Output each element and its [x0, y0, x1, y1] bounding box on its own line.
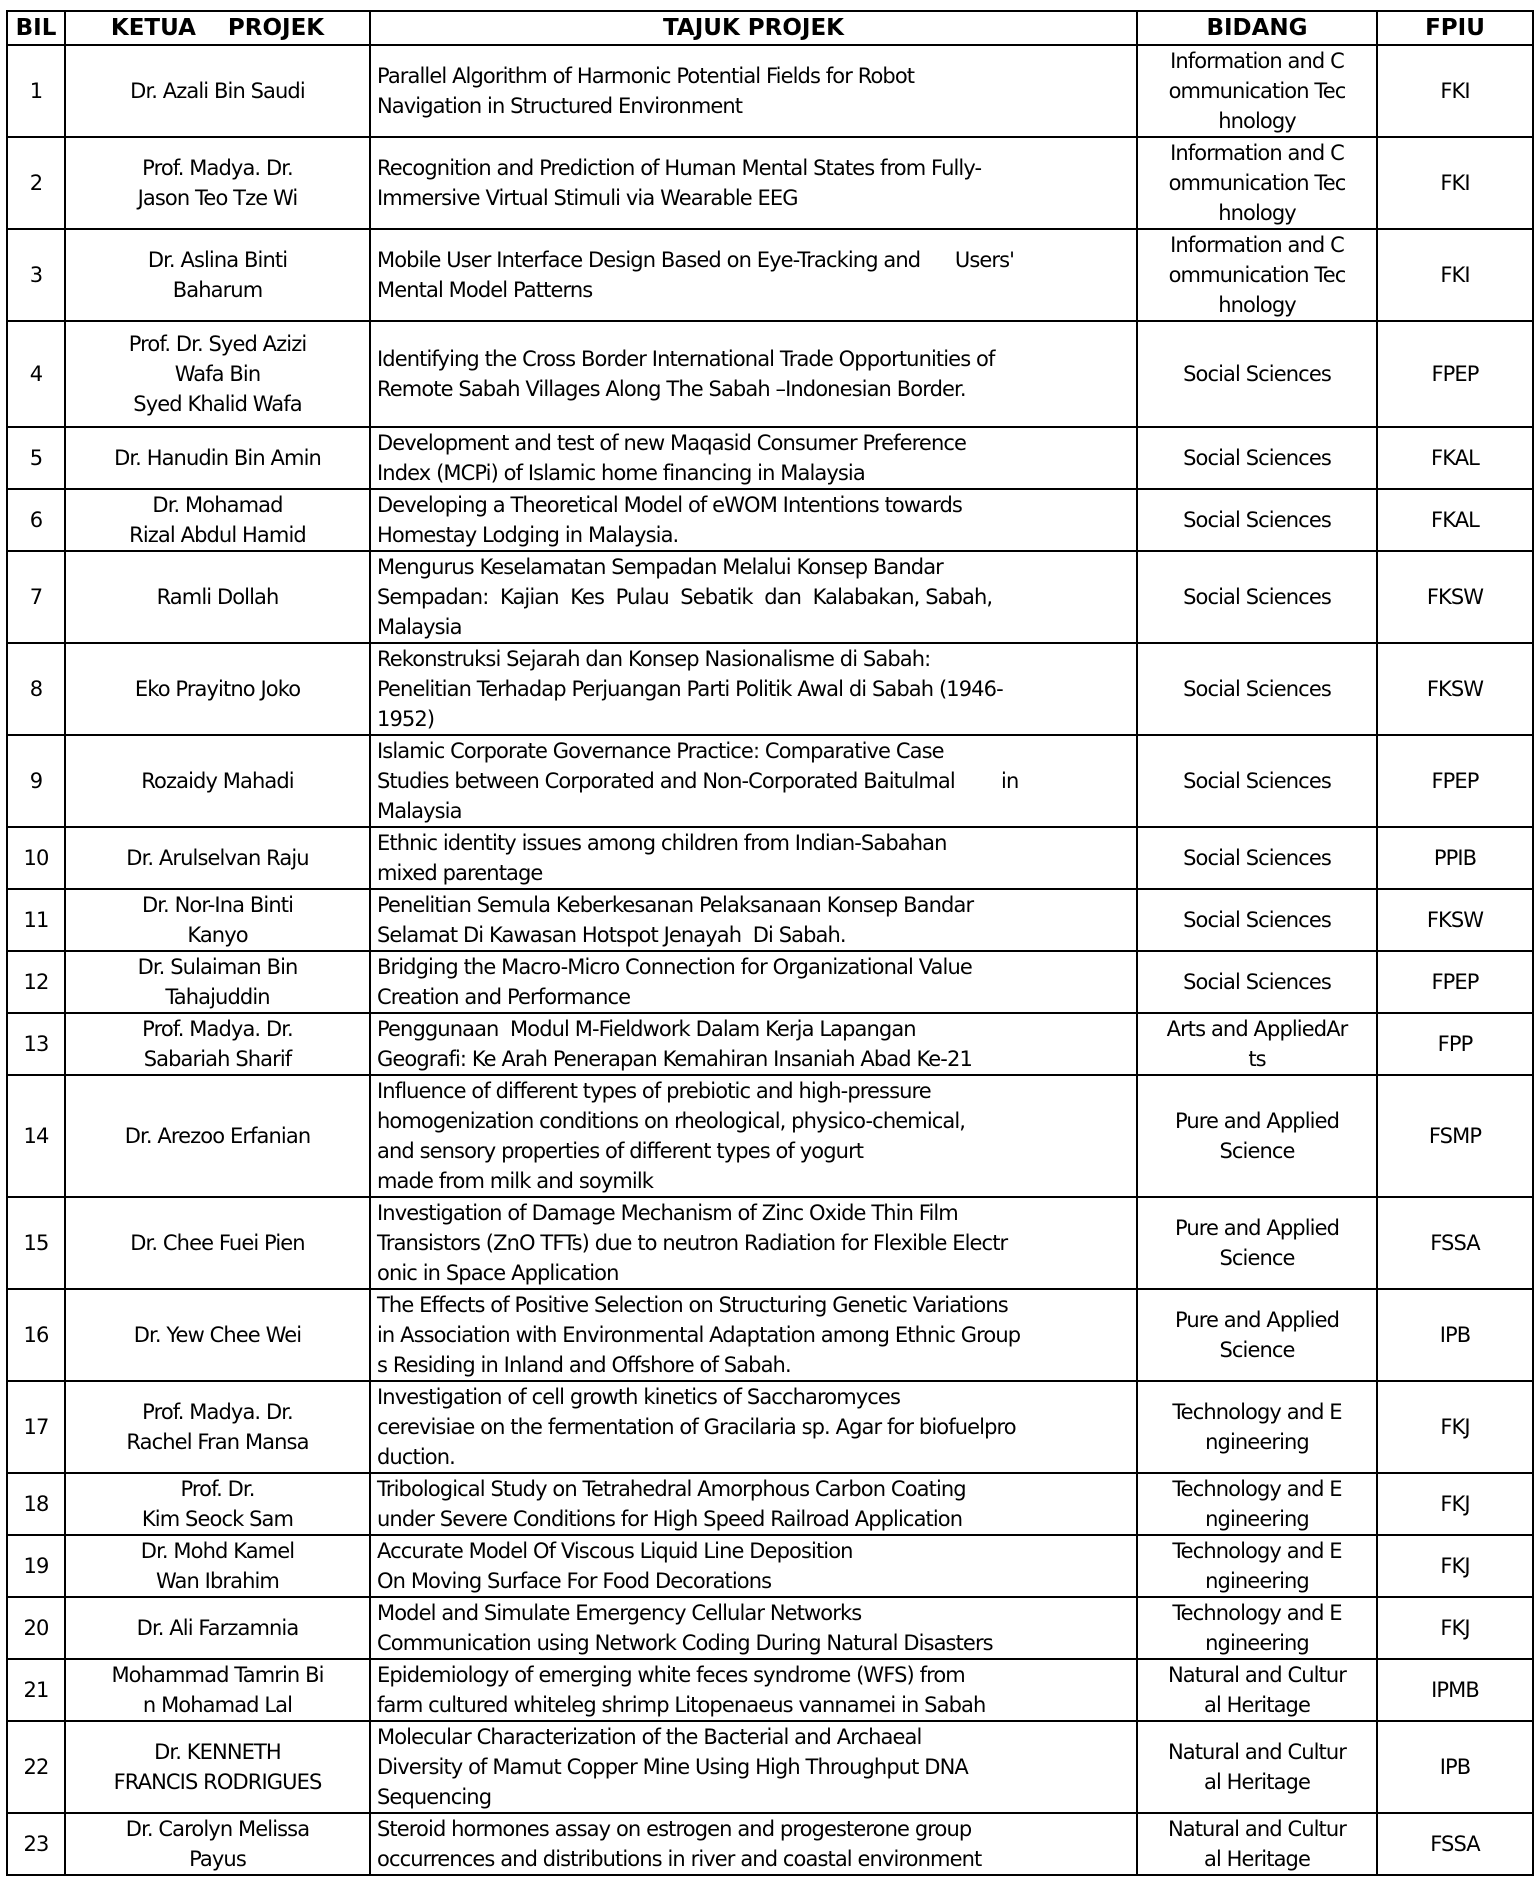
tajuk-line: s Residing in Inland and Offshore of Sabah.: [377, 1353, 791, 1377]
cell-bidang: [1137, 1721, 1377, 1813]
bidang-line: Social Sciences: [1183, 446, 1331, 470]
table-body: [7, 45, 1533, 1875]
bidang-line: Science: [1219, 1139, 1295, 1163]
cell-ketua-projek: [65, 551, 370, 643]
cell-tajuk-projek: [370, 643, 1137, 735]
cell-bil: 12: [7, 951, 65, 1013]
cell-ketua-projek: [65, 1473, 370, 1535]
cell-fpiu: IPB: [1377, 1289, 1533, 1381]
tajuk-line: Navigation in Structured Environment: [377, 94, 743, 118]
cell-fpiu: PPIB: [1377, 827, 1533, 889]
cell-bil: 1: [7, 45, 65, 137]
table-row: [7, 889, 1533, 951]
tajuk-line: farm cultured whiteleg shrimp Litopenaeus vannamei in Sabah: [377, 1693, 986, 1717]
cell-bidang: [1137, 321, 1377, 427]
bidang-line: ommunication Tec: [1168, 79, 1346, 103]
cell-bidang: [1137, 1197, 1377, 1289]
bidang-line: ngineering: [1205, 1507, 1309, 1531]
ketua-line: Dr. Arulselvan Raju: [126, 846, 309, 870]
header-ketua-projek-label: KETUA PROJEK: [110, 15, 325, 41]
tajuk-line: Accurate Model Of Viscous Liquid Line Deposition: [377, 1539, 853, 1563]
ketua-line: Jason Teo Tze Wi: [137, 186, 298, 210]
ketua-line: Prof. Dr.: [180, 1477, 255, 1501]
ketua-line: Prof. Madya. Dr.: [142, 156, 293, 180]
cell-tajuk-projek: [370, 1075, 1137, 1197]
table-row: [7, 321, 1533, 427]
ketua-line: Prof. Dr. Syed Azizi: [128, 332, 307, 356]
cell-bil: 2: [7, 137, 65, 229]
tajuk-line: cerevisiae on the fermentation of Gracilaria sp. Agar for biofuelpro: [377, 1415, 1016, 1439]
tajuk-line: Remote Sabah Villages Along The Sabah –Indonesian Border.: [377, 377, 966, 401]
table-row: [7, 229, 1533, 321]
cell-bidang: [1137, 1597, 1377, 1659]
cell-tajuk-projek: [370, 229, 1137, 321]
cell-bidang: [1137, 229, 1377, 321]
cell-ketua-projek: [65, 489, 370, 551]
cell-ketua-projek: [65, 1535, 370, 1597]
ketua-line: Ramli Dollah: [156, 585, 279, 609]
bidang-line: ommunication Tec: [1168, 263, 1346, 287]
cell-bidang: [1137, 889, 1377, 951]
cell-bil: 23: [7, 1813, 65, 1875]
cell-ketua-projek: [65, 45, 370, 137]
cell-ketua-projek: [65, 643, 370, 735]
tajuk-line: Sequencing: [377, 1785, 492, 1809]
ketua-line: Dr. Aslina Binti: [147, 248, 288, 272]
bidang-line: Pure and Applied: [1174, 1308, 1340, 1332]
table-row: [7, 1197, 1533, 1289]
cell-tajuk-projek: [370, 1013, 1137, 1075]
cell-ketua-projek: [65, 229, 370, 321]
cell-bidang: [1137, 1381, 1377, 1473]
ketua-line: Payus: [189, 1847, 246, 1871]
bidang-line: Natural and Cultur: [1167, 1663, 1347, 1687]
cell-tajuk-projek: [370, 137, 1137, 229]
cell-bidang: [1137, 489, 1377, 551]
tajuk-line: Islamic Corporate Governance Practice: Comparative Case: [377, 739, 944, 763]
bidang-line: hnology: [1218, 109, 1296, 133]
header-ketua-projek: [65, 11, 370, 45]
tajuk-line: 1952): [377, 707, 435, 731]
cell-bidang: [1137, 1013, 1377, 1075]
cell-tajuk-projek: [370, 1597, 1137, 1659]
cell-ketua-projek: [65, 1659, 370, 1721]
ketua-line: Dr. Chee Fuei Pien: [130, 1231, 305, 1255]
tajuk-line: Geografi: Ke Arah Penerapan Kemahiran Insaniah Abad Ke-21: [377, 1047, 972, 1071]
tajuk-line: Rekonstruksi Sejarah dan Konsep Nasionalisme di Sabah:: [377, 647, 931, 671]
tajuk-line: The Effects of Positive Selection on Structuring Genetic Variations: [377, 1293, 1008, 1317]
cell-bil: 10: [7, 827, 65, 889]
bidang-line: Social Sciences: [1183, 970, 1331, 994]
tajuk-line: under Severe Conditions for High Speed Railroad Application: [377, 1507, 963, 1531]
cell-ketua-projek: [65, 1075, 370, 1197]
cell-fpiu: FKI: [1377, 229, 1533, 321]
cell-tajuk-projek: [370, 735, 1137, 827]
cell-bil: 3: [7, 229, 65, 321]
tajuk-line: duction.: [377, 1445, 455, 1469]
tajuk-line: Transistors (ZnO TFTs) due to neutron Radiation for Flexible Electr: [377, 1231, 1008, 1255]
tajuk-line: Influence of different types of prebiotic and high-pressure: [377, 1079, 931, 1103]
cell-fpiu: FKSW: [1377, 643, 1533, 735]
tajuk-line: occurrences and distributions in river and coastal environment: [377, 1847, 982, 1871]
ketua-line: Rozaidy Mahadi: [141, 769, 294, 793]
bidang-line: Technology and E: [1172, 1477, 1342, 1501]
tajuk-line: Developing a Theoretical Model of eWOM Intentions towards: [377, 493, 962, 517]
cell-fpiu: IPMB: [1377, 1659, 1533, 1721]
cell-bidang: [1137, 1659, 1377, 1721]
ketua-line: n Mohamad Lal: [142, 1693, 293, 1717]
cell-fpiu: FKSW: [1377, 551, 1533, 643]
tajuk-line: Selamat Di Kawasan Hotspot Jenayah Di Sabah.: [377, 923, 846, 947]
tajuk-line: Model and Simulate Emergency Cellular Networks: [377, 1601, 862, 1625]
ketua-line: Dr. Ali Farzamnia: [136, 1616, 299, 1640]
cell-ketua-projek: [65, 827, 370, 889]
cell-bidang: [1137, 1813, 1377, 1875]
cell-bil: 15: [7, 1197, 65, 1289]
tajuk-line: Tribological Study on Tetrahedral Amorphous Carbon Coating: [377, 1477, 966, 1501]
ketua-line: FRANCIS RODRIGUES: [113, 1770, 322, 1794]
cell-tajuk-projek: [370, 1197, 1137, 1289]
table-row: [7, 551, 1533, 643]
cell-fpiu: FKI: [1377, 137, 1533, 229]
bidang-line: Information and C: [1170, 49, 1344, 73]
cell-bil: 5: [7, 427, 65, 489]
bidang-line: ngineering: [1205, 1569, 1309, 1593]
tajuk-line: Steroid hormones assay on estrogen and progesterone group: [377, 1817, 972, 1841]
ketua-line: Wafa Bin: [174, 362, 261, 386]
cell-tajuk-projek: [370, 1813, 1137, 1875]
cell-bidang: [1137, 951, 1377, 1013]
cell-bil: 21: [7, 1659, 65, 1721]
bidang-line: Science: [1219, 1246, 1295, 1270]
cell-tajuk-projek: [370, 889, 1137, 951]
cell-bil: 18: [7, 1473, 65, 1535]
cell-fpiu: FKJ: [1377, 1473, 1533, 1535]
tajuk-line: Identifying the Cross Border International Trade Opportunities of: [377, 347, 995, 371]
cell-tajuk-projek: [370, 951, 1137, 1013]
cell-ketua-projek: [65, 1721, 370, 1813]
cell-bidang: [1137, 1289, 1377, 1381]
tajuk-line: Sempadan: Kajian Kes Pulau Sebatik dan Kalabakan, Sabah,: [377, 585, 993, 609]
bidang-line: Social Sciences: [1183, 508, 1331, 532]
tajuk-line: Immersive Virtual Stimuli via Wearable EEG: [377, 186, 798, 210]
tajuk-line: Parallel Algorithm of Harmonic Potential Fields for Robot: [377, 64, 915, 88]
cell-tajuk-projek: [370, 551, 1137, 643]
cell-bil: 17: [7, 1381, 65, 1473]
tajuk-line: onic in Space Application: [377, 1261, 619, 1285]
cell-bidang: [1137, 827, 1377, 889]
table-header-row: [7, 11, 1533, 45]
table-row: [7, 427, 1533, 489]
table-row: [7, 1075, 1533, 1197]
ketua-line: Sabariah Sharif: [143, 1047, 292, 1071]
table-row: [7, 1013, 1533, 1075]
table-row: [7, 643, 1533, 735]
bidang-line: Arts and AppliedAr: [1166, 1017, 1348, 1041]
tajuk-line: Mental Model Patterns: [377, 278, 593, 302]
cell-ketua-projek: [65, 1381, 370, 1473]
tajuk-line: Penelitian Semula Keberkesanan Pelaksanaan Konsep Bandar: [377, 893, 974, 917]
cell-bidang: [1137, 1075, 1377, 1197]
cell-tajuk-projek: [370, 1721, 1137, 1813]
tajuk-line: mixed parentage: [377, 861, 543, 885]
cell-fpiu: FKJ: [1377, 1381, 1533, 1473]
table-row: [7, 1659, 1533, 1721]
table-row: [7, 1535, 1533, 1597]
cell-tajuk-projek: [370, 427, 1137, 489]
tajuk-line: Epidemiology of emerging white feces syndrome (WFS) from: [377, 1663, 965, 1687]
tajuk-line: Index (MCPi) of Islamic home financing in Malaysia: [377, 461, 865, 485]
ketua-line: Dr. Hanudin Bin Amin: [114, 446, 321, 470]
cell-bidang: [1137, 1473, 1377, 1535]
cell-bil: 11: [7, 889, 65, 951]
ketua-line: Tahajuddin: [165, 985, 270, 1009]
tajuk-line: Bridging the Macro-Micro Connection for Organizational Value: [377, 955, 972, 979]
ketua-line: Prof. Madya. Dr.: [142, 1017, 293, 1041]
ketua-line: Dr. Mohamad: [152, 493, 283, 517]
ketua-line: Wan Ibrahim: [155, 1569, 279, 1593]
bidang-line: ngineering: [1205, 1631, 1309, 1655]
bidang-line: Social Sciences: [1183, 769, 1331, 793]
cell-fpiu: FPEP: [1377, 321, 1533, 427]
ketua-line: Dr. KENNETH: [154, 1740, 281, 1764]
ketua-line: Kim Seock Sam: [141, 1507, 294, 1531]
cell-bidang: [1137, 1535, 1377, 1597]
bidang-line: al Heritage: [1203, 1693, 1310, 1717]
bidang-line: ommunication Tec: [1168, 171, 1346, 195]
cell-fpiu: FPP: [1377, 1013, 1533, 1075]
cell-tajuk-projek: [370, 1473, 1137, 1535]
cell-tajuk-projek: [370, 1659, 1137, 1721]
cell-ketua-projek: [65, 951, 370, 1013]
bidang-line: Natural and Cultur: [1167, 1740, 1347, 1764]
bidang-line: Social Sciences: [1183, 908, 1331, 932]
cell-fpiu: FKJ: [1377, 1535, 1533, 1597]
cell-bidang: [1137, 427, 1377, 489]
cell-fpiu: FSSA: [1377, 1197, 1533, 1289]
tajuk-line: Studies between Corporated and Non-Corporated Baitulmal in: [377, 769, 1019, 793]
cell-fpiu: FKAL: [1377, 489, 1533, 551]
tajuk-line: Recognition and Prediction of Human Mental States from Fully-: [377, 156, 982, 180]
cell-fpiu: FKJ: [1377, 1597, 1533, 1659]
ketua-line: Dr. Sulaiman Bin: [137, 955, 298, 979]
header-tajuk-projek: TAJUK PROJEK: [370, 11, 1137, 45]
cell-ketua-projek: [65, 427, 370, 489]
tajuk-line: Creation and Performance: [377, 985, 631, 1009]
cell-fpiu: FPEP: [1377, 735, 1533, 827]
cell-ketua-projek: [65, 1013, 370, 1075]
cell-fpiu: IPB: [1377, 1721, 1533, 1813]
cell-bil: 19: [7, 1535, 65, 1597]
cell-fpiu: FKI: [1377, 45, 1533, 137]
ketua-line: Dr. Yew Chee Wei: [133, 1323, 302, 1347]
header-fpiu: FPIU: [1377, 11, 1533, 45]
ketua-line: Kanyo: [187, 923, 248, 947]
bidang-line: ngineering: [1205, 1430, 1309, 1454]
tajuk-line: and sensory properties of different types of yogurt: [377, 1139, 864, 1163]
bidang-line: Pure and Applied: [1174, 1109, 1340, 1133]
cell-bil: 9: [7, 735, 65, 827]
bidang-line: al Heritage: [1203, 1847, 1310, 1871]
cell-bil: 22: [7, 1721, 65, 1813]
bidang-line: al Heritage: [1203, 1770, 1310, 1794]
tajuk-line: homogenization conditions on rheological, physico-chemical,: [377, 1109, 966, 1133]
table-row: [7, 489, 1533, 551]
tajuk-line: Homestay Lodging in Malaysia.: [377, 523, 679, 547]
ketua-line: Mohammad Tamrin Bi: [111, 1663, 324, 1687]
bidang-line: Social Sciences: [1183, 677, 1331, 701]
table-row: [7, 1289, 1533, 1381]
cell-bil: 20: [7, 1597, 65, 1659]
cell-ketua-projek: [65, 1813, 370, 1875]
tajuk-line: Investigation of Damage Mechanism of Zinc Oxide Thin Film: [377, 1201, 958, 1225]
table-row: [7, 735, 1533, 827]
cell-ketua-projek: [65, 137, 370, 229]
ketua-line: Dr. Nor-Ina Binti: [141, 893, 294, 917]
tajuk-line: made from milk and soymilk: [377, 1169, 654, 1193]
tajuk-line: Development and test of new Maqasid Consumer Preference: [377, 431, 967, 455]
table-row: [7, 951, 1533, 1013]
cell-fpiu: FPEP: [1377, 951, 1533, 1013]
cell-bil: 14: [7, 1075, 65, 1197]
bidang-line: hnology: [1218, 293, 1296, 317]
cell-tajuk-projek: [370, 321, 1137, 427]
tajuk-line: Molecular Characterization of the Bacterial and Archaeal: [377, 1725, 922, 1749]
cell-bidang: [1137, 45, 1377, 137]
cell-bil: 8: [7, 643, 65, 735]
cell-tajuk-projek: [370, 1381, 1137, 1473]
ketua-line: Rizal Abdul Hamid: [129, 523, 306, 547]
cell-fpiu: FKAL: [1377, 427, 1533, 489]
tajuk-line: Mengurus Keselamatan Sempadan Melalui Konsep Bandar: [377, 555, 943, 579]
tajuk-line: On Moving Surface For Food Decorations: [377, 1569, 772, 1593]
cell-tajuk-projek: [370, 827, 1137, 889]
table-row: [7, 1597, 1533, 1659]
cell-bidang: [1137, 643, 1377, 735]
cell-ketua-projek: [65, 735, 370, 827]
ketua-line: Dr. Azali Bin Saudi: [130, 79, 305, 103]
bidang-line: Natural and Cultur: [1167, 1817, 1347, 1841]
bidang-line: ts: [1248, 1047, 1266, 1071]
tajuk-line: Mobile User Interface Design Based on Eye-Tracking and Users': [377, 248, 1015, 272]
ketua-line: Dr. Mohd Kamel: [140, 1539, 295, 1563]
cell-ketua-projek: [65, 889, 370, 951]
bidang-line: Technology and E: [1172, 1400, 1342, 1424]
bidang-line: Science: [1219, 1338, 1295, 1362]
tajuk-line: Investigation of cell growth kinetics of Saccharomyces: [377, 1385, 900, 1409]
bidang-line: Social Sciences: [1183, 362, 1331, 386]
table-row: [7, 1381, 1533, 1473]
table-row: [7, 1813, 1533, 1875]
tajuk-line: Malaysia: [377, 799, 462, 823]
tajuk-line: Ethnic identity issues among children from Indian-Sabahan: [377, 831, 947, 855]
ketua-line: Eko Prayitno Joko: [134, 677, 301, 701]
tajuk-line: Penggunaan Modul M-Fieldwork Dalam Kerja Lapangan: [377, 1017, 916, 1041]
tajuk-line: in Association with Environmental Adaptation among Ethnic Group: [377, 1323, 1021, 1347]
bidang-line: Social Sciences: [1183, 846, 1331, 870]
cell-ketua-projek: [65, 321, 370, 427]
table-row: [7, 1473, 1533, 1535]
bidang-line: hnology: [1218, 201, 1296, 225]
cell-ketua-projek: [65, 1597, 370, 1659]
tajuk-line: Communication using Network Coding During Natural Disasters: [377, 1631, 993, 1655]
cell-ketua-projek: [65, 1197, 370, 1289]
cell-fpiu: FKSW: [1377, 889, 1533, 951]
cell-tajuk-projek: [370, 1535, 1137, 1597]
header-bidang: BIDANG: [1137, 11, 1377, 45]
ketua-line: Prof. Madya. Dr.: [142, 1400, 293, 1424]
table-row: [7, 1721, 1533, 1813]
cell-fpiu: FSSA: [1377, 1813, 1533, 1875]
cell-bil: 7: [7, 551, 65, 643]
ketua-line: Rachel Fran Mansa: [126, 1430, 309, 1454]
cell-bidang: [1137, 551, 1377, 643]
table-row: [7, 827, 1533, 889]
ketua-line: Dr. Arezoo Erfanian: [124, 1124, 311, 1148]
bidang-line: Pure and Applied: [1174, 1216, 1340, 1240]
cell-bidang: [1137, 735, 1377, 827]
ketua-line: Dr. Carolyn Melissa: [125, 1817, 310, 1841]
bidang-line: Technology and E: [1172, 1539, 1342, 1563]
cell-bidang: [1137, 137, 1377, 229]
bidang-line: Social Sciences: [1183, 585, 1331, 609]
cell-fpiu: FSMP: [1377, 1075, 1533, 1197]
cell-bil: 4: [7, 321, 65, 427]
bidang-line: Technology and E: [1172, 1601, 1342, 1625]
cell-tajuk-projek: [370, 489, 1137, 551]
ketua-line: Syed Khalid Wafa: [133, 392, 302, 416]
table-row: [7, 137, 1533, 229]
cell-tajuk-projek: [370, 45, 1137, 137]
tajuk-line: Diversity of Mamut Copper Mine Using High Throughput DNA: [377, 1755, 968, 1779]
cell-bil: 13: [7, 1013, 65, 1075]
bidang-line: Information and C: [1170, 141, 1344, 165]
bidang-line: Information and C: [1170, 233, 1344, 257]
ketua-line: Baharum: [172, 278, 263, 302]
tajuk-line: Malaysia: [377, 615, 462, 639]
cell-bil: 6: [7, 489, 65, 551]
header-bil: BIL: [7, 11, 65, 45]
cell-bil: 16: [7, 1289, 65, 1381]
table-row: [7, 45, 1533, 137]
cell-tajuk-projek: [370, 1289, 1137, 1381]
cell-ketua-projek: [65, 1289, 370, 1381]
project-table: [6, 10, 1534, 1876]
tajuk-line: Penelitian Terhadap Perjuangan Parti Politik Awal di Sabah (1946-: [377, 677, 1003, 701]
